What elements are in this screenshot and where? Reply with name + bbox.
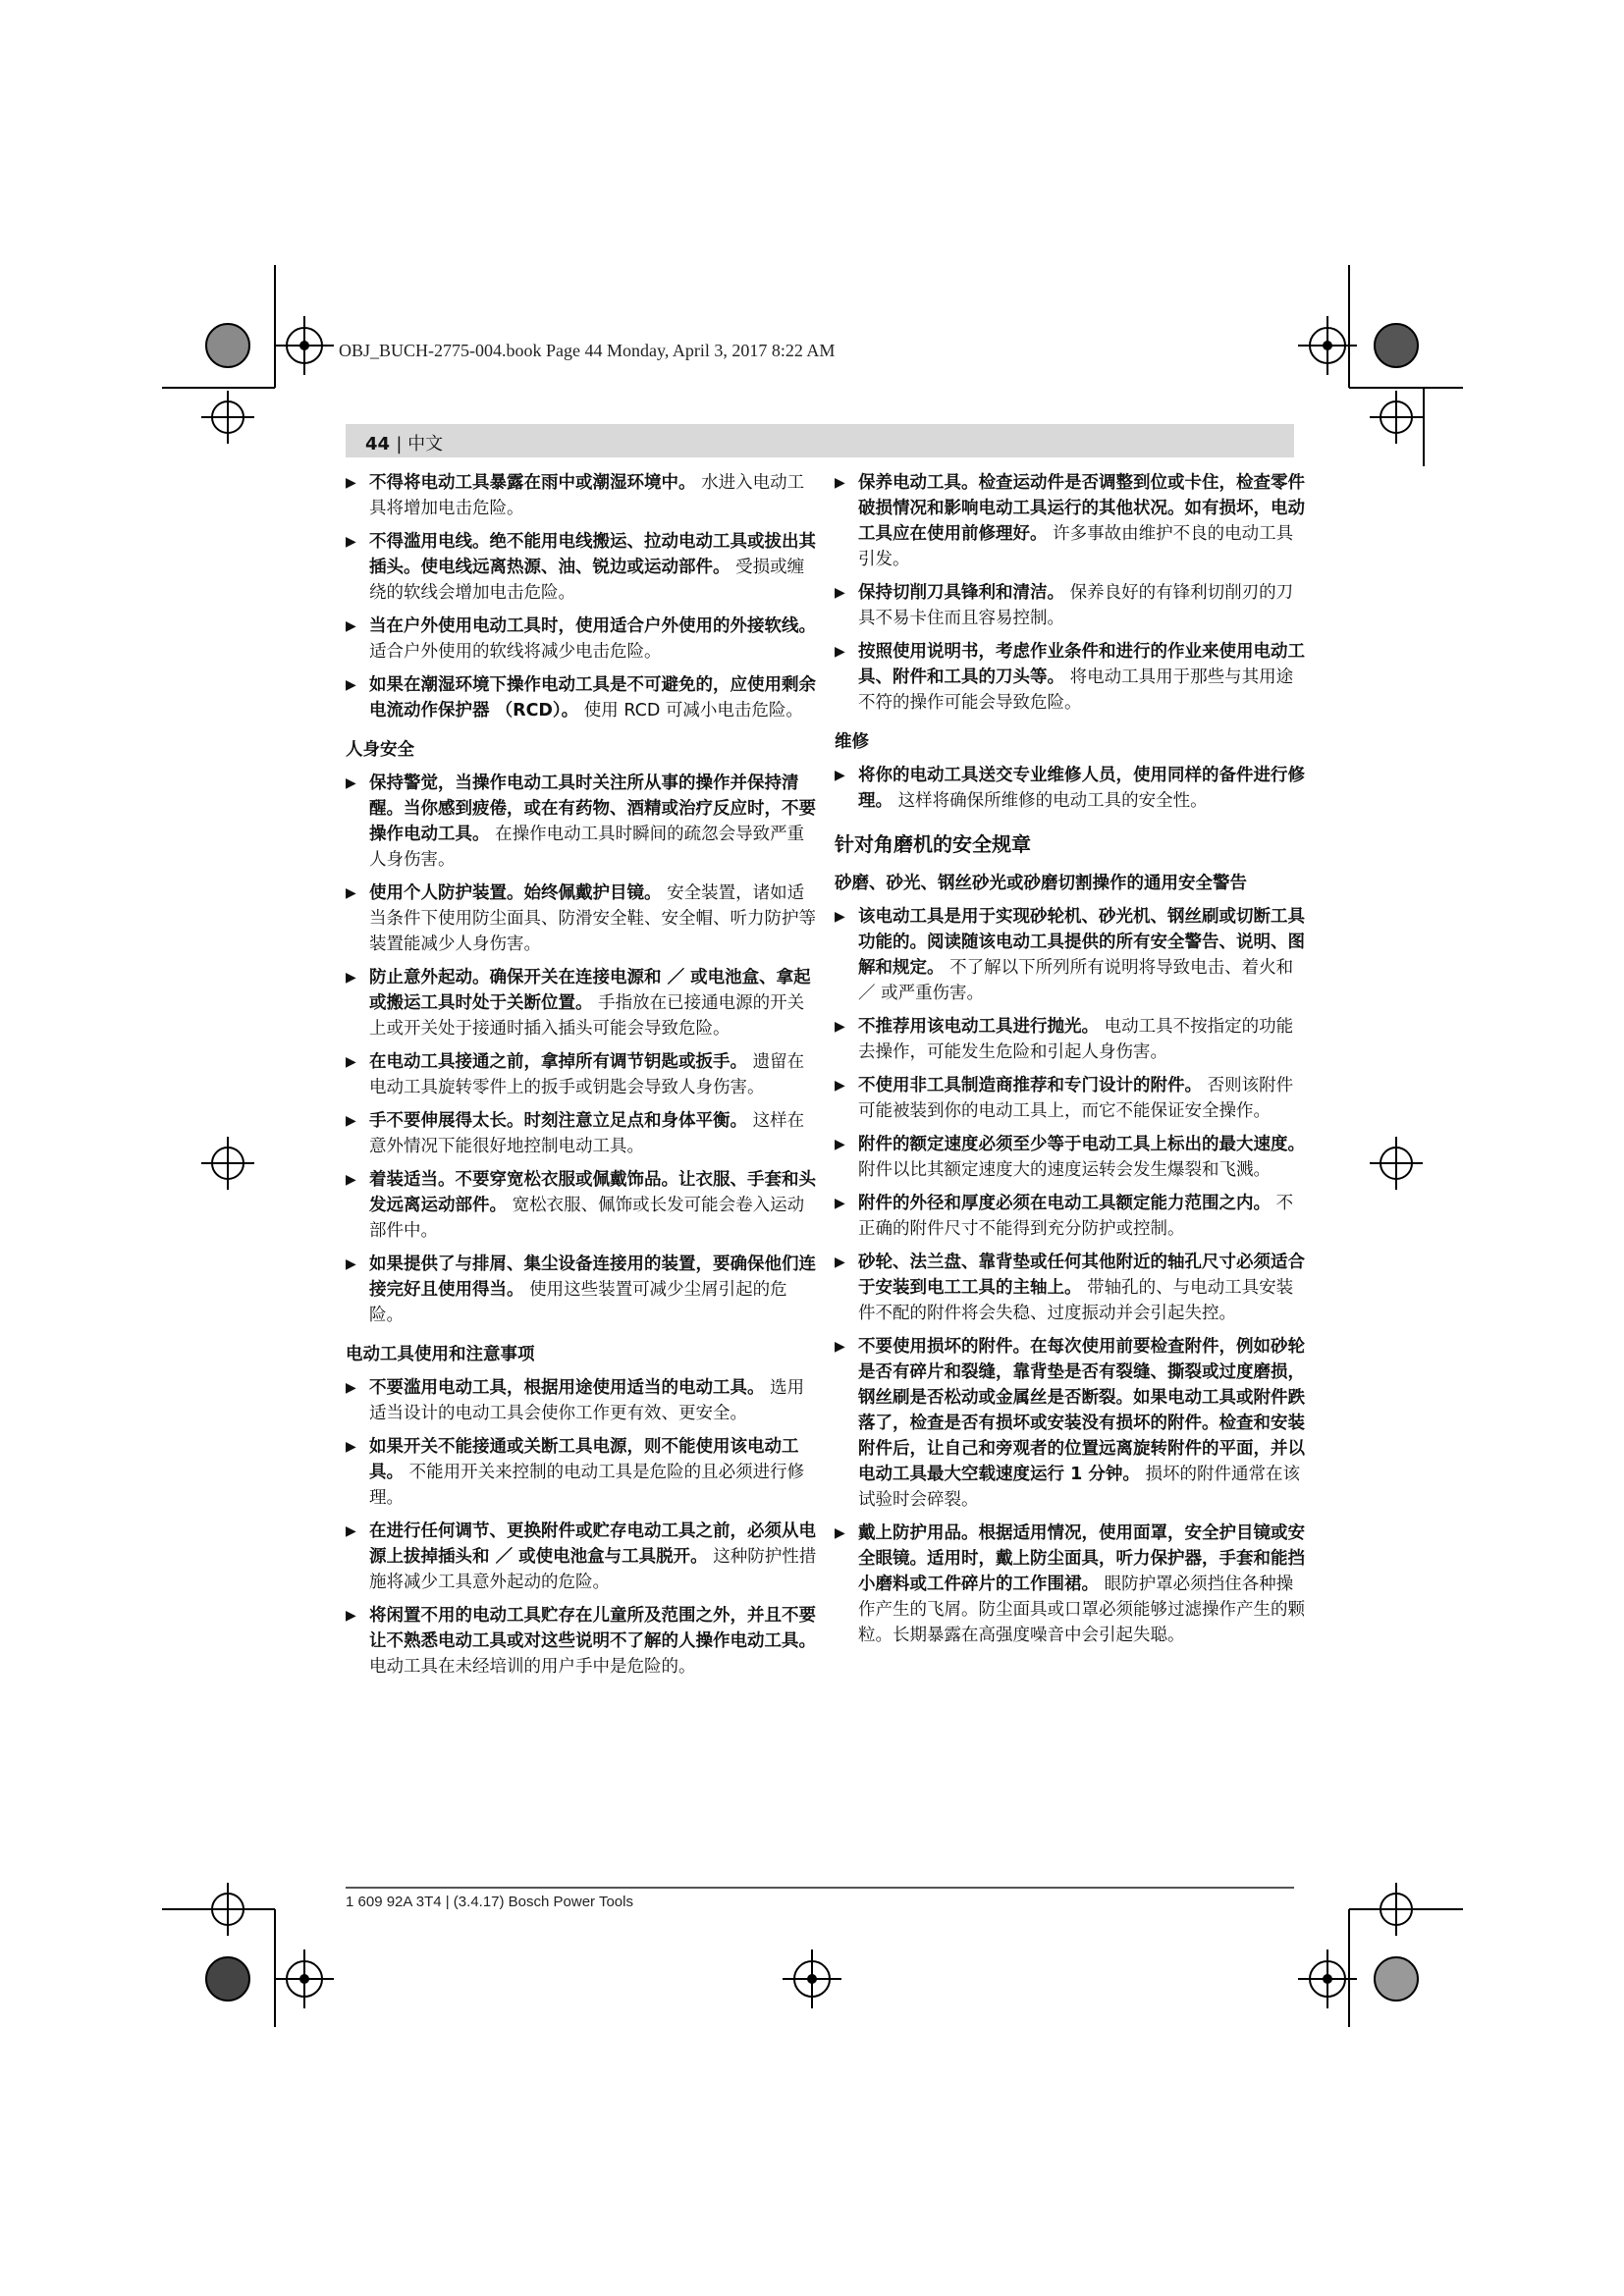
bullet-arrow-icon: ▶ (346, 534, 356, 550)
bullet-item-bold: 附件的额定速度必须至少等于电动工具上标出的最大速度。 (858, 1135, 1305, 1154)
bullet-item-bold: 不要滥用电动工具，根据用途使用适当的电动工具。 (369, 1378, 765, 1398)
bullet-item-text: 不能用开关来控制的电动工具是危险的且必须进行修理。 (369, 1463, 805, 1508)
bullet-item-bold: 在进行任何调节、更换附件或贮存电动工具之前，必须从电源上拔掉插头和 ／ 或使电池盒与工具脱开。 (369, 1522, 816, 1567)
bullet-item-bold: 不得将电动工具暴露在雨中或潮湿环境中。 (369, 473, 696, 493)
bullet-item-bold: 防止意外起动。确保开关在连接电源和 ／ 或电池盒、拿起或搬运工具时处于关断位置。 (369, 968, 811, 1013)
bullet-item-text: 将电动工具用于那些与其用途不符的操作可能会导致危险。 (858, 667, 1294, 713)
bullet-item-text: 这样在意外情况下能很好地控制电动工具。 (369, 1111, 805, 1156)
bullet-item-bold: 当在户外使用电动工具时，使用适合户外使用的外接软线。 (369, 616, 816, 636)
bullet-item-text: 保养良好的有锋利切削刃的刀具不易卡住而且容易控制。 (858, 583, 1294, 628)
bullet-item-bold: 保持警觉，当操作电动工具时关注所从事的操作并保持清醒。当你感到疲倦，或在有药物、酒精或治疗反应时，不要操作电动工具。 (369, 774, 816, 844)
bullet-item (835, 904, 1310, 1006)
bullet-item-bold: 使用个人防护装置。始终佩戴护目镜。 (369, 883, 662, 903)
list-intro (346, 470, 821, 723)
bullet-arrow-icon: ▶ (346, 1172, 356, 1188)
bullet-item (835, 470, 1310, 572)
bullet-item (835, 763, 1310, 814)
bullet-arrow-icon: ▶ (835, 1525, 845, 1541)
bullet-item-bold: 不要使用损坏的附件。在每次使用前要检查附件，例如砂轮是否有碎片和裂缝，靠背垫是否有裂缝、撕裂或过度磨损，钢丝刷是否松动或金属丝是否断裂。如果电动工具或附件跌落了，检查是否有损坏或安装没有损坏的附件。检查和安装附件后，让自己和旁观者的位置远离旋转附件的平面，并以电动工具最大空载速度运行 1 分钟。 (858, 1337, 1305, 1484)
bullet-arrow-icon: ▶ (346, 618, 356, 634)
bullet-item (835, 1132, 1310, 1183)
bullet-arrow-icon: ▶ (835, 1078, 845, 1094)
page-footer: 1 609 92A 3T4 | (3.4.17) Bosch Power Tools (346, 1894, 633, 1910)
bullet-item-text: 选用适当设计的电动工具会使你工作更有效、更安全。 (369, 1378, 805, 1423)
section-heading-personal-safety: 人身安全 (346, 740, 414, 760)
bullet-arrow-icon: ▶ (346, 475, 356, 491)
bullet-item-bold: 戴上防护用品。根据适用情况，使用面罩，安全护目镜或安全眼镜。适用时，戴上防尘面具，听力保护器，手套和能挡小磨料或工件碎片的工作围裙。 (858, 1523, 1305, 1594)
bullet-arrow-icon: ▶ (835, 1255, 845, 1270)
bullet-item-text: 电动工具不按指定的功能去操作，可能发生危险和引起人身伤害。 (858, 1017, 1294, 1062)
left-column (346, 470, 821, 1687)
bullet-arrow-icon: ▶ (346, 1054, 356, 1070)
bullet-item-text: 遗留在电动工具旋转零件上的扳手或钥匙会导致人身伤害。 (369, 1052, 805, 1097)
bullet-item-text: 不正确的附件尺寸不能得到充分防护或控制。 (858, 1194, 1294, 1239)
bullet-item-bold: 不得滥用电线。绝不能用电线搬运、拉动电动工具或拔出其插头。使电线远离热源、油、锐边或运动部件。 (369, 532, 816, 577)
bullet-item (346, 470, 821, 521)
bullet-arrow-icon: ▶ (346, 1523, 356, 1539)
bullet-arrow-icon: ▶ (346, 1439, 356, 1455)
bullet-item-bold: 如果在潮湿环境下操作电动工具是不可避免的，应使用剩余电流动作保护器 （RCD）。 (369, 675, 816, 721)
bullet-item-text: 使用 RCD 可减小电击危险。 (583, 701, 803, 721)
bullet-item-bold: 该电动工具是用于实现砂轮机、砂光机、钢丝刷或切断工具功能的。阅读随该电动工具提供的所有安全警告、说明、图解和规定。 (858, 907, 1305, 978)
page-number: 44 (365, 434, 391, 454)
bullet-item (346, 1375, 821, 1426)
bullet-item-text: 宽松衣服、佩饰或长发可能会卷入运动部件中。 (369, 1196, 805, 1241)
bullet-item-bold: 不使用非工具制造商推荐和专门设计的附件。 (858, 1076, 1202, 1095)
page-header-bar (346, 424, 1294, 457)
bullet-item (346, 1519, 821, 1595)
bullet-item-text: 不了解以下所列所有说明将导致电击、着火和 ／ 或严重伤害。 (858, 958, 1294, 1003)
bullet-item (346, 1108, 821, 1159)
footer-rule (346, 1887, 1294, 1889)
bullet-item (835, 580, 1310, 631)
bullet-arrow-icon: ▶ (835, 1196, 845, 1211)
bullet-arrow-icon: ▶ (346, 1380, 356, 1396)
bullet-arrow-icon: ▶ (835, 644, 845, 660)
bullet-item (346, 965, 821, 1041)
bullet-item-text: 使用这些装置可减少尘屑引起的危险。 (369, 1280, 787, 1325)
bullet-item (835, 1521, 1310, 1648)
bullet-arrow-icon: ▶ (346, 1608, 356, 1624)
bullet-arrow-icon: ▶ (346, 1113, 356, 1129)
bullet-item-text: 许多事故由维护不良的电动工具引发。 (858, 524, 1294, 569)
bullet-arrow-icon: ▶ (835, 1339, 845, 1355)
print-slug: OBJ_BUCH-2775-004.book Page 44 Monday, April 3, 2017 8:22 AM (339, 341, 836, 360)
bullet-item-text: 附件以比其额定速度大的速度运转会发生爆裂和飞溅。 (858, 1160, 1271, 1180)
bullet-item (346, 1049, 821, 1100)
bullet-item-text: 电动工具在未经培训的用户手中是危险的。 (369, 1657, 696, 1677)
list-common-warnings (835, 904, 1310, 1648)
bullet-item (835, 1191, 1310, 1242)
bullet-item-bold: 按照使用说明书，考虑作业条件和进行的作业来使用电动工具、附件和工具的刀头等。 (858, 642, 1305, 687)
bullet-item-text: 安全装置，诸如适当条件下使用防尘面具、防滑安全鞋、安全帽、听力防护等装置能减少人身伤害。 (369, 883, 816, 954)
bullet-item (346, 771, 821, 873)
bullet-item (346, 1603, 821, 1680)
bullet-arrow-icon: ▶ (835, 585, 845, 601)
bullet-item-bold: 保养电动工具。检查运动件是否调整到位或卡住，检查零件破损情况和影响电动工具运行的其他状况。如有损坏，电动工具应在使用前修理好。 (858, 473, 1305, 544)
bullet-item-text: 否则该附件可能被装到你的电动工具上，而它不能保证安全操作。 (858, 1076, 1294, 1121)
bullet-item (346, 529, 821, 606)
bullet-item-bold: 附件的外径和厚度必须在电动工具额定能力范围之内。 (858, 1194, 1271, 1213)
bullet-item (346, 672, 821, 723)
section-heading-tool-usage: 电动工具使用和注意事项 (346, 1345, 535, 1364)
list-maintenance-cont (835, 470, 1310, 716)
bullet-arrow-icon: ▶ (346, 677, 356, 693)
bullet-arrow-icon: ▶ (346, 970, 356, 986)
bullet-arrow-icon: ▶ (835, 1137, 845, 1152)
header-separator: | (396, 434, 408, 454)
bullet-item-text: 带轴孔的、与电动工具安装件不配的附件将会失稳、过度振动并会引起失控。 (858, 1278, 1294, 1323)
bullet-item-text: 损坏的附件通常在该试验时会碎裂。 (858, 1465, 1300, 1510)
bullet-item (346, 1434, 821, 1511)
section-heading-angle-grinder: 针对角磨机的安全规章 (835, 832, 1031, 856)
bullet-item-bold: 保持切削刀具锋利和清洁。 (858, 583, 1064, 603)
page-language: 中文 (407, 434, 444, 454)
bullet-arrow-icon: ▶ (835, 909, 845, 925)
list-tool-usage (346, 1375, 821, 1680)
bullet-item-text: 在操作电动工具时瞬间的疏忽会导致严重人身伤害。 (369, 825, 805, 870)
bullet-item-bold: 如果提供了与排屑、集尘设备连接用的装置，要确保他们连接完好且使用得当。 (369, 1255, 816, 1300)
bullet-item-bold: 在电动工具接通之前，拿掉所有调节钥匙或扳手。 (369, 1052, 747, 1072)
bullet-item-bold: 着装适当。不要穿宽松衣服或佩戴饰品。让衣服、手套和头发远离运动部件。 (369, 1170, 816, 1215)
bullet-item-bold: 不推荐用该电动工具进行抛光。 (858, 1017, 1099, 1037)
bullet-arrow-icon: ▶ (346, 775, 356, 791)
bullet-arrow-icon: ▶ (346, 885, 356, 901)
bullet-item-bold: 将你的电动工具送交专业维修人员，使用同样的备件进行修理。 (858, 766, 1305, 811)
bullet-item (835, 1250, 1310, 1326)
bullet-arrow-icon: ▶ (835, 475, 845, 491)
bullet-item (346, 614, 821, 665)
bullet-item-text: 这样将确保所维修的电动工具的安全性。 (897, 791, 1208, 811)
bullet-item (835, 639, 1310, 716)
page-header (365, 430, 443, 455)
list-personal-safety (346, 771, 821, 1328)
bullet-item (346, 1167, 821, 1244)
bullet-arrow-icon: ▶ (346, 1256, 356, 1272)
bullet-item-text: 手指放在已接通电源的开关上或开关处于接通时插入插头可能会导致危险。 (369, 993, 805, 1039)
bullet-item-bold: 手不要伸展得太长。时刻注意立足点和身体平衡。 (369, 1111, 747, 1131)
bullet-item-text: 受损或缠绕的软线会增加电击危险。 (369, 558, 805, 603)
bullet-item-text: 适合户外使用的软线将减少电击危险。 (369, 642, 662, 662)
bullet-item (346, 1252, 821, 1328)
bullet-item (835, 1073, 1310, 1124)
bullet-item-text: 眼防护罩必须挡住各种操作产生的飞屑。防尘面具或口罩必须能够过滤操作产生的颗粒。长期暴露在高强度噪音中会引起失聪。 (858, 1575, 1305, 1645)
list-repair (835, 763, 1310, 814)
section-heading-common-warnings: 砂磨、砂光、钢丝砂光或砂磨切割操作的通用安全警告 (835, 874, 1247, 893)
bullet-item-bold: 砂轮、法兰盘、靠背垫或任何其他附近的轴孔尺寸必须适合于安装到电工工具的主轴上。 (858, 1253, 1305, 1298)
bullet-item-text: 这种防护性措施将减少工具意外起动的危险。 (369, 1547, 817, 1592)
bullet-arrow-icon: ▶ (835, 768, 845, 783)
bullet-arrow-icon: ▶ (835, 1019, 845, 1035)
bullet-item-bold: 如果开关不能接通或关断工具电源，则不能使用该电动工具。 (369, 1437, 799, 1482)
bullet-item-bold: 将闲置不用的电动工具贮存在儿童所及范围之外，并且不要让不熟悉电动工具或对这些说明不了解的人操作电动工具。 (369, 1606, 816, 1651)
bullet-item (835, 1014, 1310, 1065)
bullet-item (835, 1334, 1310, 1513)
bullet-item (346, 881, 821, 957)
right-column (835, 470, 1310, 1656)
section-heading-repair: 维修 (835, 732, 869, 752)
bullet-item-text: 水进入电动工具将增加电击危险。 (369, 473, 805, 518)
